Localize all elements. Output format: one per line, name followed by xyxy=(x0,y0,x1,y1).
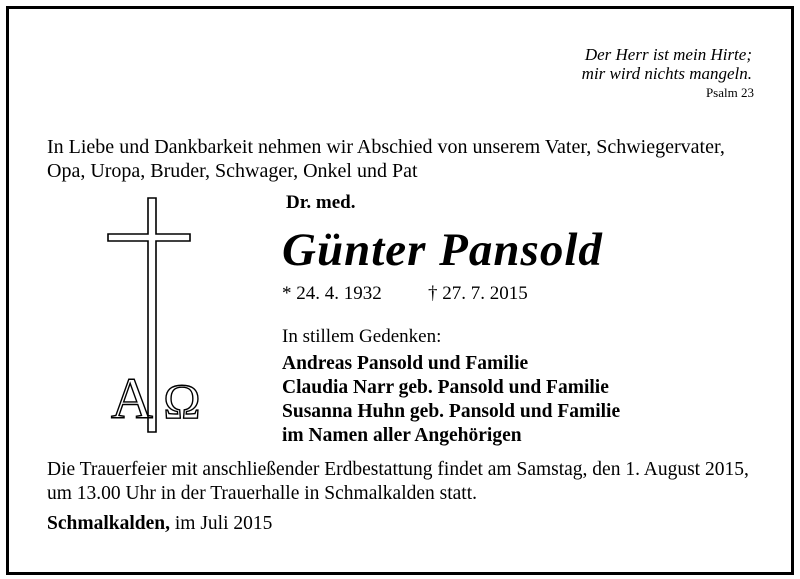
mourner-line: im Namen aller Angehörigen xyxy=(282,425,522,446)
deceased-name: Günter Pansold xyxy=(282,224,603,276)
mourner-line: Andreas Pansold und Familie xyxy=(282,353,529,374)
birth-date: * 24. 4. 1932 xyxy=(282,283,382,304)
funeral-line-2: um 13.00 Uhr in der Trauerhalle in Schmalkalden statt. xyxy=(47,483,478,504)
mourner-line: Claudia Narr geb. Pansold und Familie xyxy=(282,377,609,398)
omega-letter: Ω xyxy=(163,373,201,429)
quote-source: Psalm 23 xyxy=(705,85,754,100)
funeral-info xyxy=(47,458,749,506)
intro-line-1: In Liebe und Dankbarkeit nehmen wir Abschied von unserem Vater, Schwiegervater, xyxy=(47,136,725,158)
mourners-list xyxy=(282,352,620,448)
academic-title: Dr. med. xyxy=(286,192,356,213)
place-city: Schmalkalden, xyxy=(47,513,170,534)
intro-text xyxy=(47,135,725,183)
psalm-quote xyxy=(582,45,752,83)
cross-alpha-omega-icon xyxy=(98,196,208,438)
alpha-letter: A xyxy=(111,366,153,431)
quote-line-1: Der Herr ist mein Hirte; xyxy=(584,45,752,64)
death-date: † 27. 7. 2015 xyxy=(428,283,528,304)
intro-line-2: Opa, Uropa, Bruder, Schwager, Onkel und Pat xyxy=(47,160,418,182)
place-date xyxy=(47,513,272,535)
mourners-heading: In stillem Gedenken: xyxy=(282,326,442,347)
mourner-line: Susanna Huhn geb. Pansold und Familie xyxy=(282,401,621,422)
funeral-line-1: Die Trauerfeier mit anschließender Erdbestattung findet am Samstag, den 1. August 2015, xyxy=(47,459,749,480)
place-month: im Juli 2015 xyxy=(174,513,273,534)
quote-line-2: mir wird nichts mangeln. xyxy=(581,64,752,83)
